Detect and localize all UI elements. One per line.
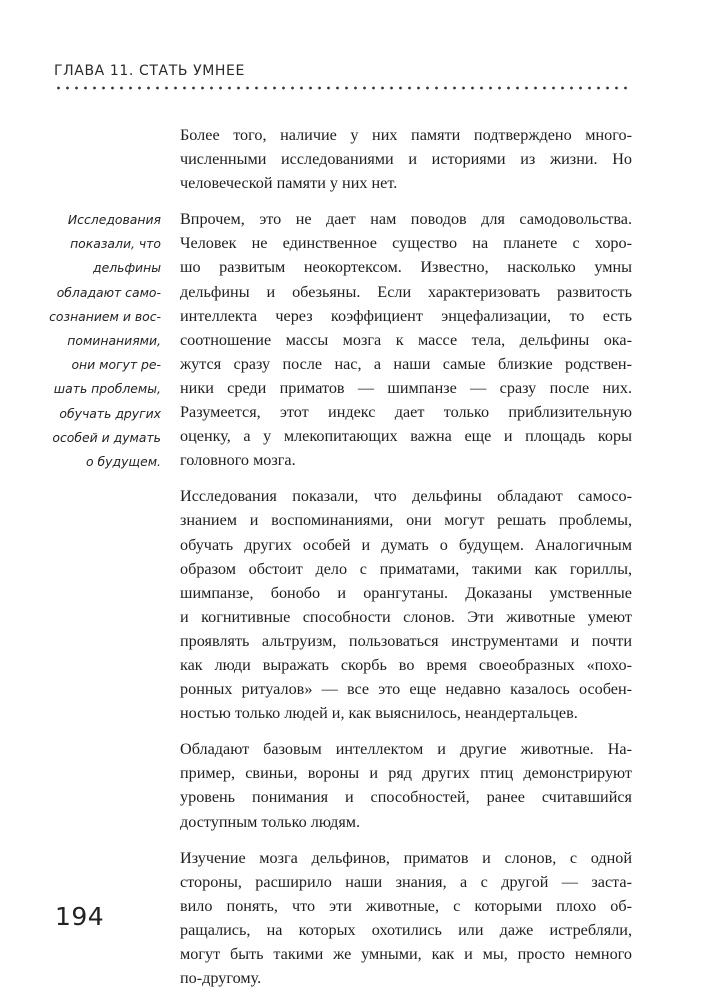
sidenote-line: Исследования [67,212,161,227]
paragraph [180,846,632,991]
text-line: ращались, на которых охотились или даже истребляли, [180,920,632,939]
sidenote-line: шать проблемы, [53,381,161,397]
text-line: соотношение массы мозга к массе тела, дельфины ока- [180,330,632,349]
sidenote-line: сознанием и вос- [49,308,161,324]
sidenote-line: показали, что [70,236,161,252]
text-line: доступным только людям. [180,812,361,831]
text-line: по-другому. [180,969,262,988]
text-line: уровень понимания и способностей, ранее считавшийся [180,788,632,807]
text-line: и когнитивные способности слонов. Эти животные умеют [180,607,632,626]
text-line: Более того, наличие у них памяти подтверждено много- [180,126,632,144]
text-line: стороны, расширило наши знания, а с другой — заста- [180,872,632,891]
body-text [180,123,632,990]
text-line: головного мозга. [180,451,296,470]
text-line: обучать других особей и думать о будущем. Аналогичным [180,535,632,554]
text-line: шо развитым неокортексом. Известно, насколько умны [180,258,632,277]
paragraph [180,737,632,833]
text-line: ники среди приматов — шимпанзе — сразу после них. [180,378,632,397]
text-line: жутся сразу после нас, а наши самые близкие родствен- [180,354,632,373]
text-line: вило понять, что эти животные, с которыми плохо об- [180,896,632,915]
paragraph [180,484,632,725]
text-line: интеллекта через коэффициент энцефализации, то есть [180,306,632,325]
paragraph [180,123,632,195]
running-title: ГЛАВА 11. СТАТЬ УМНЕЕ [54,63,245,79]
text-line: оценку, а у млекопитающих важна еще и площадь коры [180,427,632,446]
text-line: Впрочем, это не дает нам поводов для самодовольства. [180,210,632,229]
sidenote-line: о будущем. [86,454,161,470]
sidenote-line: особей и думать [52,429,161,445]
dotted-divider [54,86,632,90]
text-line: образом обстоит дело с приматами, такими как гориллы, [180,559,632,578]
page-number: 194 [55,902,105,931]
text-line: Исследования показали, что дельфины обладают самосо- [180,487,632,506]
text-line: ностью только людей и, как выяснилось, неандертальцев. [180,704,578,723]
text-line: как люди выражать скорбь во время своеобразных «похо- [180,655,632,674]
text-line: человеческой памяти у них нет. [180,174,398,193]
text-line: численными исследованиями и историями из жизни. Но [180,150,632,169]
sidenote-line: поминаниями, [67,333,161,349]
text-line: шимпанзе, бонобо и орангутаны. Доказаны умственные [180,583,632,602]
sidenote [41,208,161,474]
text-line: могут быть такими же умными, как и мы, просто немного [180,945,632,963]
text-line: проявлять альтруизм, пользоваться инструментами и почти [180,631,632,650]
text-line: пример, свиньи, вороны и ряд других птиц демонстрируют [180,764,632,783]
text-line: Человек не единственное существо на планете с хоро- [180,234,632,253]
text-line: ронных ритуалов» — все это еще недавно казалось особен- [180,680,632,699]
sidenote-line: дельфины [93,260,161,276]
paragraph [180,207,632,472]
text-line: Разумеется, этот индекс дает только приблизительную [180,403,632,422]
text-line: дельфины и обезьяны. Если характеризовать развитость [180,282,632,301]
text-line: Обладают базовым интеллектом и другие животные. На- [180,740,632,759]
sidenote-line: обладают само- [56,284,161,300]
text-line: Изучение мозга дельфинов, приматов и слонов, с одной [180,848,632,867]
sidenote-line: они могут ре- [71,357,161,373]
sidenote-line: обучать других [59,405,161,421]
text-line: знанием и воспоминаниями, они могут решать проблемы, [180,511,632,530]
